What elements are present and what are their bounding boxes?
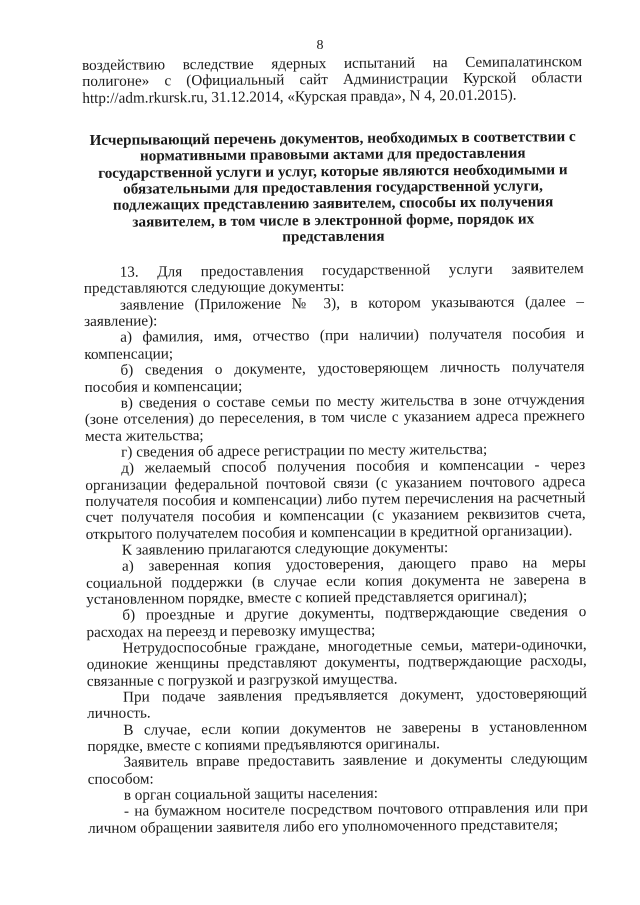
paragraph-13: 13. Для предоставления государственной услуги заявителем представляются следующие документы:	[83, 260, 584, 298]
intro-paragraph: воздействию вследствие ядерных испытаний на Семипалатинском полигоне» с (Официальный сайт Администрации Курской области http://adm.rkursk.ru, 31.12.2014, «Курская правда», N 4, 20.01.2015).	[81, 53, 583, 107]
paragraph-item-a-name: а) фамилия, имя, отчество (при наличии) получателя пособия и компенсации;	[84, 325, 585, 363]
page-content	[82, 54, 588, 837]
paragraph-disabled-citizens: Нетрудоспособные граждане, многодетные семьи, матери-одиночки, одинокие женщины представляют документы, подтверждающие расходы, связанные с погрузкой и разгрузкой имущества.	[86, 636, 587, 690]
paragraph-item-g-address: г) сведения об адресе регистрации по месту жительства;	[121, 440, 488, 461]
paragraph-attach-a-certificate: а) заверенная копия удостоверения, дающего право на меры социальной поддержки (в случае если копия документа не заверена в установленном порядке, вместе с копией представляется оригинал);	[86, 554, 587, 608]
paragraph-social-protection: в орган социальной защиты населения:	[123, 784, 379, 804]
paragraph-submission-method: Заявитель вправе предоставить заявление и документы следующим способом:	[87, 750, 588, 788]
section-heading: Исчерпывающий перечень документов, необходимых в соответствии с нормативными правовыми актами для предоставления государственной услуги и услуг, которые являются необходимыми и обязательными для предоставления государственной услуги, подлежащих представлению заявителем, способы их получения заявителем, в том числе в электронной форме, порядок их представления	[89, 128, 576, 246]
paragraph-item-v-family: в) сведения о составе семьи по месту жительства в зоне отчуждения (зоне отселения) до переселения, в том числе с указанием адреса прежнего места жительства;	[84, 390, 585, 445]
paragraph-attach-b-travel: б) проездные и другие документы, подтверждающие сведения о расходах на переезд и перевозку имущества;	[86, 603, 587, 641]
paragraph-item-d-payment: д) желаемый способ получения пособия и компенсации - через организации федеральной почтовой связи (с указанием почтового адреса получателя пособия и компенсации) либо путем перечисления на расчетный счет получателя пособия и компенсации (с указанием реквизитов счета, открытого получателем пособия и компенсации в кредитной организации).	[85, 456, 586, 543]
paragraph-attachments: К заявлению прилагаются следующие документы:	[121, 539, 449, 559]
paragraph-unverified-copies: В случае, если копии документов не заверены в установленном порядке, вместе с копиями предъявляются оригиналы.	[87, 717, 588, 756]
paragraph-identity-document: При подаче заявления предъявляется документ, удостоверяющий личность.	[87, 685, 588, 723]
page-number: 8	[316, 38, 324, 53]
paragraph-paper-submission: - на бумажном носителе посредством почтового отправления или при личном обращении заявителя либо его уполномоченного представителя;	[87, 799, 588, 837]
paragraph-item-b-identity: б) сведения о документе, удостоверяющем личность получателя пособия и компенсации;	[84, 358, 585, 396]
paragraph-application: заявление (Приложение № 3), в котором указываются (далее – заявление):	[84, 292, 584, 331]
